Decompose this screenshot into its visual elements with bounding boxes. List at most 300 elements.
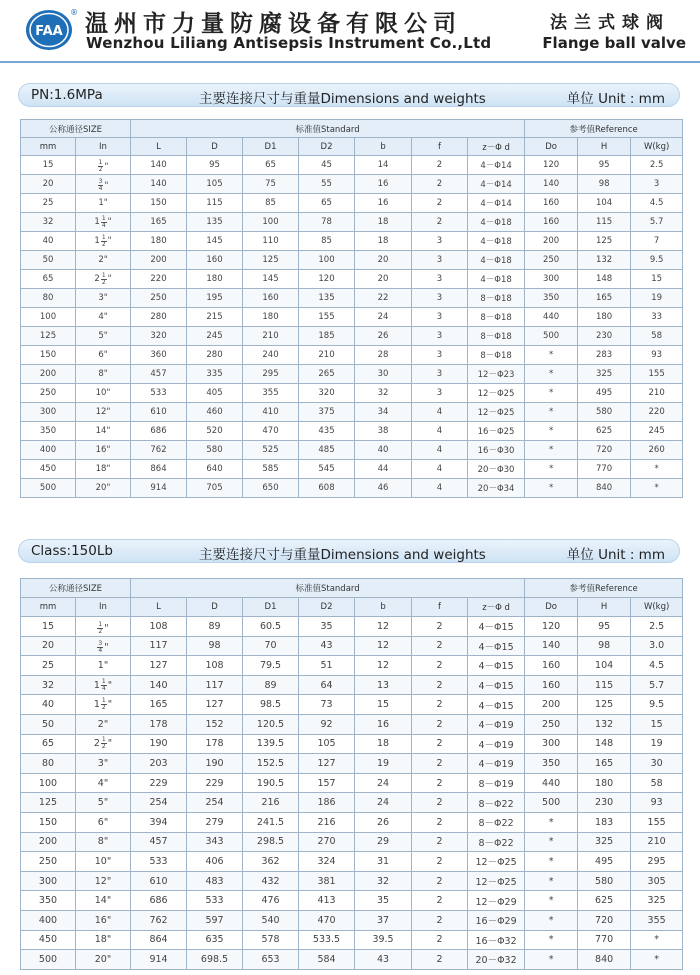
table-cell: 3 — [412, 346, 468, 365]
table-cell: 12－Φ25 — [468, 871, 525, 891]
table-cell: 37 — [355, 910, 412, 930]
table-cell: 152 — [187, 714, 243, 734]
table-cell: 160 — [243, 289, 299, 308]
table-cell: 410 — [243, 403, 299, 422]
table-row — [21, 289, 683, 308]
table-cell: 51 — [299, 656, 355, 676]
table-cell: 8－Φ18 — [468, 289, 525, 308]
table-cell: 105 — [299, 734, 355, 754]
table-cell: 400 — [21, 441, 76, 460]
table-cell: 4－Φ15 — [468, 617, 525, 637]
table-row — [21, 251, 683, 270]
table-cell: $\frac{1}{2}$ " — [76, 156, 131, 175]
table-cell: 16－Φ29 — [468, 910, 525, 930]
table-cell: 20 — [355, 270, 412, 289]
table-cell: 16－Φ30 — [468, 441, 525, 460]
table-cell: 3 — [412, 232, 468, 251]
pressure-class-label: Class:150Lb — [31, 543, 113, 559]
table-cell: 2 — [412, 852, 468, 872]
table-cell: * — [631, 460, 683, 479]
table-cell: * — [631, 479, 683, 498]
table-cell: 914 — [131, 479, 187, 498]
standard-group-header: 标准值Standard — [131, 579, 525, 598]
table-cell: * — [525, 930, 578, 950]
table-row — [21, 656, 683, 676]
table-cell: 298.5 — [243, 832, 299, 852]
table-cell: 2.5 — [631, 156, 683, 175]
table-cell: 686 — [131, 891, 187, 911]
table-cell: 108 — [187, 656, 243, 676]
table-cell: 46 — [355, 479, 412, 498]
table-cell: 180 — [243, 308, 299, 327]
table-cell: 160 — [525, 656, 578, 676]
table-cell: 4" — [76, 308, 131, 327]
table-cell: 2 — [412, 194, 468, 213]
table-cell: 4－Φ14 — [468, 175, 525, 194]
table-cell: 4－Φ15 — [468, 636, 525, 656]
table-row — [21, 714, 683, 734]
table-cell: 3 — [631, 175, 683, 194]
table-cell: 2 — [412, 734, 468, 754]
table-cell: 250 — [21, 852, 76, 872]
table-cell: 240 — [243, 346, 299, 365]
table-cell: 350 — [21, 422, 76, 441]
table-cell: 18 — [355, 213, 412, 232]
table-cell: 608 — [299, 479, 355, 498]
table-cell: 100 — [243, 213, 299, 232]
table-cell: 185 — [299, 327, 355, 346]
table-cell: 145 — [187, 232, 243, 251]
table-cell: 394 — [131, 812, 187, 832]
table-cell: 3 — [412, 308, 468, 327]
table-cell: 78 — [299, 213, 355, 232]
table-cell: 12 — [355, 656, 412, 676]
table-cell: 183 — [578, 812, 631, 832]
table-cell: 305 — [631, 871, 683, 891]
table-cell: 2 — [412, 636, 468, 656]
table-cell: 210 — [631, 832, 683, 852]
table-cell: 2 — [412, 950, 468, 970]
table-cell: * — [525, 365, 578, 384]
table-cell: 24 — [355, 793, 412, 813]
table-cell: 12－Φ25 — [468, 403, 525, 422]
table-cell: 65 — [243, 156, 299, 175]
table-cell: 3 — [412, 270, 468, 289]
table-cell: 270 — [299, 832, 355, 852]
reference-group-header: 参考值Reference — [525, 579, 683, 598]
table-cell: 245 — [631, 422, 683, 441]
table-cell: 16－Φ25 — [468, 422, 525, 441]
table-row — [21, 479, 683, 498]
table-cell: 8－Φ18 — [468, 346, 525, 365]
table-cell: 355 — [243, 384, 299, 403]
table-cell: $\frac{3}{4}$ " — [76, 175, 131, 194]
section-bar-class150 — [18, 539, 680, 563]
table-cell: 250 — [525, 251, 578, 270]
table-cell: 200 — [525, 232, 578, 251]
table-cell: 30 — [355, 365, 412, 384]
table-row — [21, 365, 683, 384]
table-cell: 450 — [21, 930, 76, 950]
table-cell: 28 — [355, 346, 412, 365]
table-cell: 95 — [578, 617, 631, 637]
table-cell: 13 — [355, 675, 412, 695]
table-cell: 70 — [243, 636, 299, 656]
table-cell: 520 — [187, 422, 243, 441]
table-cell: 5.7 — [631, 213, 683, 232]
table-cell: 32 — [355, 871, 412, 891]
table-cell: $\frac{3}{4}$ " — [76, 636, 131, 656]
table-cell: 350 — [525, 754, 578, 774]
table-cell: 216 — [299, 812, 355, 832]
table-cell: 280 — [187, 346, 243, 365]
table-cell: 180 — [578, 773, 631, 793]
table-cell: 100 — [299, 251, 355, 270]
table-cell: 8" — [76, 832, 131, 852]
table-row — [21, 636, 683, 656]
table-cell: 104 — [578, 194, 631, 213]
table-cell: 216 — [243, 793, 299, 813]
table-cell: 597 — [187, 910, 243, 930]
table-cell: * — [525, 910, 578, 930]
table-cell: 33 — [631, 308, 683, 327]
table-cell: 120 — [525, 617, 578, 637]
table-cell: 40 — [355, 441, 412, 460]
table-cell: 12－Φ29 — [468, 891, 525, 911]
table-cell: 40 — [21, 232, 76, 251]
table-cell: 100 — [21, 773, 76, 793]
table-cell: 3 — [412, 289, 468, 308]
table-cell: 35 — [299, 617, 355, 637]
table-cell: 2" — [76, 251, 131, 270]
table-cell: 127 — [187, 695, 243, 715]
table-row — [21, 346, 683, 365]
table-cell: 324 — [299, 852, 355, 872]
table-cell: 55 — [299, 175, 355, 194]
size-group-header: 公称通径SIZE — [21, 120, 131, 138]
table-row — [21, 734, 683, 754]
table-cell: 89 — [243, 675, 299, 695]
table-cell: 75 — [243, 175, 299, 194]
table-cell: 120 — [525, 156, 578, 175]
table-cell: 12" — [76, 403, 131, 422]
table-cell: 8－Φ18 — [468, 327, 525, 346]
table-cell: 178 — [187, 734, 243, 754]
table-cell: 64 — [299, 675, 355, 695]
table-cell: 435 — [299, 422, 355, 441]
table-cell: 440 — [525, 308, 578, 327]
table-cell: 160 — [525, 213, 578, 232]
table-cell: 864 — [131, 460, 187, 479]
table-cell: 241.5 — [243, 812, 299, 832]
table-row — [21, 871, 683, 891]
table-cell: 92 — [299, 714, 355, 734]
table-row — [21, 441, 683, 460]
table-cell: 8－Φ22 — [468, 812, 525, 832]
company-name-en: Wenzhou Liliang Antisepsis Instrument Co.,Ltd — [86, 34, 492, 52]
table-cell: 610 — [131, 871, 187, 891]
table-cell: 12－Φ25 — [468, 852, 525, 872]
table-cell: 20－Φ32 — [468, 950, 525, 970]
table-cell: 210 — [631, 384, 683, 403]
table-cell: 250 — [131, 289, 187, 308]
table-cell: 525 — [243, 441, 299, 460]
table-cell: 360 — [131, 346, 187, 365]
table-cell: 186 — [299, 793, 355, 813]
table-cell: 4 — [412, 460, 468, 479]
table-cell: 31 — [355, 852, 412, 872]
table-cell: 260 — [631, 441, 683, 460]
table-cell: 18 — [355, 232, 412, 251]
table-cell: 65 — [21, 734, 76, 754]
table-cell: 2 — [412, 793, 468, 813]
section-title: 主要连接尺寸与重量Dimensions and weights — [199, 91, 486, 107]
table-cell: 245 — [187, 327, 243, 346]
table-cell: 150 — [21, 812, 76, 832]
table-row — [21, 793, 683, 813]
table-cell: 500 — [525, 793, 578, 813]
table-cell: 117 — [187, 675, 243, 695]
table-cell: 95 — [578, 156, 631, 175]
table-cell: 2 — [412, 871, 468, 891]
table-cell: 2 — [412, 714, 468, 734]
table-cell: 89 — [187, 617, 243, 637]
table-cell: 155 — [631, 365, 683, 384]
product-name-cn: 法兰式球阀 — [550, 13, 670, 33]
table-cell: 762 — [131, 441, 187, 460]
column-header: L — [131, 598, 187, 617]
table-cell: 4.5 — [631, 194, 683, 213]
table-cell: 230 — [578, 327, 631, 346]
table-cell: 58 — [631, 773, 683, 793]
table-cell: 150 — [21, 346, 76, 365]
table-row — [21, 754, 683, 774]
table-cell: 58 — [631, 327, 683, 346]
table-cell: 43 — [299, 636, 355, 656]
section-bar-pn16 — [18, 83, 680, 107]
table-cell: 295 — [631, 852, 683, 872]
table-cell: 115 — [578, 675, 631, 695]
table-cell: 2 — [412, 832, 468, 852]
table-cell: 533.5 — [299, 930, 355, 950]
table-cell: 580 — [578, 871, 631, 891]
table-cell: 450 — [21, 460, 76, 479]
table-cell: 4 — [412, 403, 468, 422]
table-cell: 16 — [355, 194, 412, 213]
table-cell: 20－Φ34 — [468, 479, 525, 498]
table-cell: 115 — [578, 213, 631, 232]
table-cell: 98.5 — [243, 695, 299, 715]
table-cell: 160 — [525, 194, 578, 213]
table-cell: 3 — [412, 365, 468, 384]
table-cell: 483 — [187, 871, 243, 891]
table-cell: 98 — [578, 175, 631, 194]
table-row — [21, 403, 683, 422]
table-cell: 300 — [525, 270, 578, 289]
table-cell: 150 — [131, 194, 187, 213]
table-cell: 770 — [578, 460, 631, 479]
table-cell: * — [525, 346, 578, 365]
table-cell: 300 — [21, 403, 76, 422]
table-cell: 120.5 — [243, 714, 299, 734]
table-cell: 457 — [131, 365, 187, 384]
table-cell: 460 — [187, 403, 243, 422]
column-header: In — [76, 598, 131, 617]
table-cell: * — [525, 422, 578, 441]
table-cell: 265 — [299, 365, 355, 384]
table-cell: 44 — [355, 460, 412, 479]
table-cell: 300 — [525, 734, 578, 754]
column-header: W(kg) — [631, 598, 683, 617]
table-cell: 8" — [76, 365, 131, 384]
table-cell: 4 — [412, 479, 468, 498]
table-cell: * — [525, 403, 578, 422]
column-header: D1 — [243, 138, 299, 156]
table-row — [21, 384, 683, 403]
table-cell: 254 — [187, 793, 243, 813]
table-cell: 2 — [412, 812, 468, 832]
table-row — [21, 175, 683, 194]
table-cell: 2 — [412, 675, 468, 695]
table-cell: 20" — [76, 950, 131, 970]
table-cell: 406 — [187, 852, 243, 872]
table-cell: 16 — [355, 714, 412, 734]
table-cell: 1 $\frac{1}{2}$ " — [76, 695, 131, 715]
table-cell: 625 — [578, 891, 631, 911]
table-cell: 470 — [299, 910, 355, 930]
table-cell: 148 — [578, 734, 631, 754]
table-cell: 585 — [243, 460, 299, 479]
table-cell: * — [525, 832, 578, 852]
table-cell: 4－Φ15 — [468, 656, 525, 676]
table-cell: 325 — [578, 365, 631, 384]
table-cell: 25 — [21, 194, 76, 213]
table-cell: 355 — [631, 910, 683, 930]
table-cell: 4 — [412, 441, 468, 460]
table-cell: 1" — [76, 656, 131, 676]
table-cell: 4－Φ18 — [468, 251, 525, 270]
table-cell: 362 — [243, 852, 299, 872]
table-cell: 125 — [243, 251, 299, 270]
header-divider — [0, 61, 700, 63]
table-cell: * — [525, 384, 578, 403]
table-cell: 14" — [76, 891, 131, 911]
table-cell: 840 — [578, 479, 631, 498]
column-header: z－Φ d — [468, 598, 525, 617]
table-cell: 4" — [76, 773, 131, 793]
table-cell: 440 — [525, 773, 578, 793]
table-cell: 19 — [631, 289, 683, 308]
table-row — [21, 270, 683, 289]
table-cell: 32 — [21, 213, 76, 232]
table-cell: 500 — [21, 479, 76, 498]
column-header: D2 — [299, 598, 355, 617]
table-cell: 160 — [187, 251, 243, 270]
table-cell: 93 — [631, 346, 683, 365]
table-row — [21, 327, 683, 346]
table-cell: 127 — [131, 656, 187, 676]
table-cell: 1 $\frac{1}{4}$ " — [76, 675, 131, 695]
table-cell: 139.5 — [243, 734, 299, 754]
table-cell: 500 — [21, 950, 76, 970]
table-cell: 8－Φ19 — [468, 773, 525, 793]
column-header: f — [412, 598, 468, 617]
table-cell: 1 $\frac{1}{4}$ " — [76, 213, 131, 232]
table-cell: 180 — [578, 308, 631, 327]
table-row — [21, 812, 683, 832]
table-cell: 120 — [299, 270, 355, 289]
table-cell: 15 — [21, 617, 76, 637]
table-cell: 2.5 — [631, 617, 683, 637]
table-cell: 30 — [631, 754, 683, 774]
table-cell: 60.5 — [243, 617, 299, 637]
table-cell: 65 — [299, 194, 355, 213]
table-cell: 98 — [187, 636, 243, 656]
table-cell: 29 — [355, 832, 412, 852]
table-cell: 95 — [187, 156, 243, 175]
unit-label: 单位 Unit : mm — [566, 547, 665, 563]
table-row — [21, 232, 683, 251]
table-cell: * — [525, 871, 578, 891]
table-cell: 200 — [21, 365, 76, 384]
table-cell: 4－Φ14 — [468, 194, 525, 213]
dimension-table-class150 — [20, 578, 683, 970]
table-cell: 20" — [76, 479, 131, 498]
table-cell: 117 — [131, 636, 187, 656]
table-cell: 24 — [355, 773, 412, 793]
table-cell: 165 — [578, 289, 631, 308]
table-cell: 73 — [299, 695, 355, 715]
table-cell: 98 — [578, 636, 631, 656]
table-cell: 16 — [355, 175, 412, 194]
table-cell: 12－Φ25 — [468, 384, 525, 403]
table-cell: 2 — [412, 175, 468, 194]
table-cell: 640 — [187, 460, 243, 479]
page-header — [0, 0, 700, 62]
table-row — [21, 910, 683, 930]
table-cell: 127 — [299, 754, 355, 774]
table-cell: 32 — [355, 384, 412, 403]
table-cell: 22 — [355, 289, 412, 308]
table-cell: 584 — [299, 950, 355, 970]
table-cell: 6" — [76, 346, 131, 365]
table-cell: 140 — [525, 175, 578, 194]
table-cell: 140 — [525, 636, 578, 656]
table-cell: 220 — [631, 403, 683, 422]
table-cell: 405 — [187, 384, 243, 403]
company-logo — [24, 8, 74, 52]
table-cell: 125 — [21, 793, 76, 813]
table-cell: 15 — [355, 695, 412, 715]
table-cell: 180 — [131, 232, 187, 251]
table-cell: 10" — [76, 384, 131, 403]
table-cell: 155 — [631, 812, 683, 832]
table-cell: 39.5 — [355, 930, 412, 950]
table-cell: 210 — [243, 327, 299, 346]
table-row — [21, 675, 683, 695]
table-cell: 190 — [131, 734, 187, 754]
table-cell: 80 — [21, 754, 76, 774]
table-cell: 165 — [578, 754, 631, 774]
table-row — [21, 950, 683, 970]
table-cell: 770 — [578, 930, 631, 950]
table-cell: 2 — [412, 773, 468, 793]
table-cell: 85 — [243, 194, 299, 213]
table-row — [21, 773, 683, 793]
table-cell: 18 — [355, 734, 412, 754]
table-cell: 15 — [631, 270, 683, 289]
table-cell: 180 — [187, 270, 243, 289]
